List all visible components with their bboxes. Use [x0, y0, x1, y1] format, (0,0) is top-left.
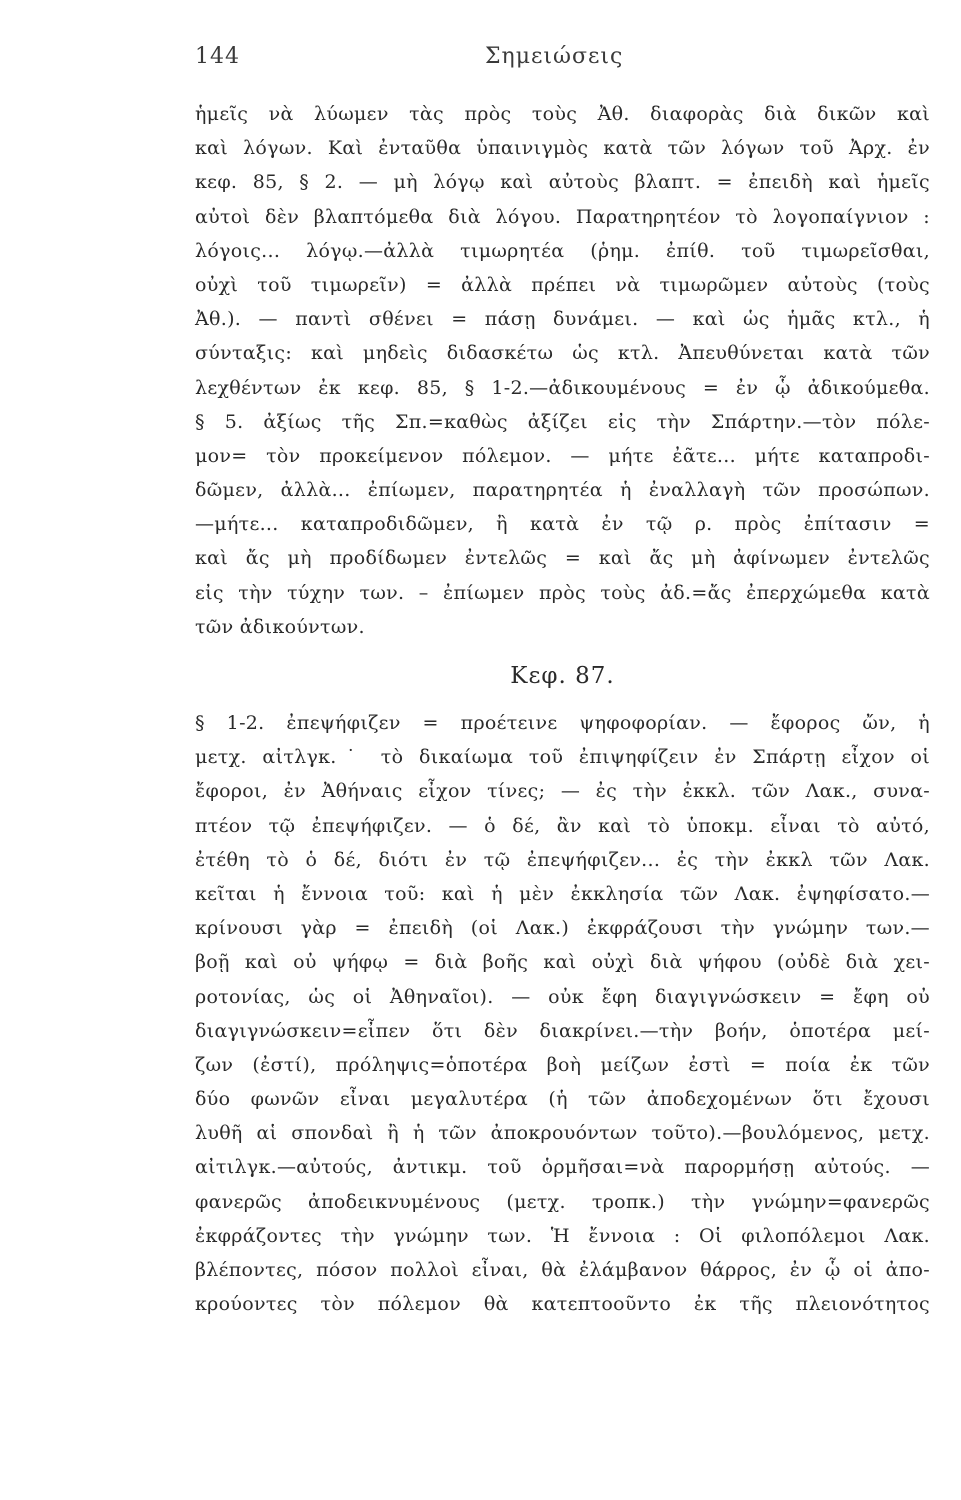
text-line: αἰτιλγκ.—αὐτούς, ἀντικμ. τοῦ ὁρμῆσαι=νὰ παρορμήσῃ αὐτούς. — [195, 1156, 930, 1179]
text-line: κεφ. 85, § 2. — μὴ λόγῳ καὶ αὐτοὺς βλαπτ. = ἐπειδὴ καὶ ἡμεῖς [195, 171, 930, 194]
text-line: καὶ ἄς μὴ προδίδωμεν ἐντελῶς = καὶ ἄς μὴ ἀφίνωμεν ἐντελῶς [195, 547, 930, 570]
text-line: § 5. ἀξίως τῆς Σπ.=καθὼς ἀξίζει εἰς τὴν Σπάρτην.—τὸν πόλε- [195, 410, 930, 433]
text-line: λόγοις... λόγῳ.—ἀλλὰ τιμωρητέα (ῥημ. ἐπίθ. τοῦ τιμωρεῖσθαι, [195, 239, 930, 262]
text-line: κεῖται ἡ ἔννοια τοῦ: καὶ ἡ μὲν ἐκκλησία τῶν Λακ. ἐψηφίσατο.— [195, 882, 930, 905]
text-line: δύο φωνῶν εἶναι μεγαλυτέρα (ἡ τῶν ἀποδεχομένων ὅτι ἔχουσι [195, 1088, 930, 1111]
text-line: λεχθέντων ἐκ κεφ. 85, § 1-2.—ἀδικουμένους = ἐν ᾧ ἀδικούμεθα. [195, 376, 930, 399]
notes-section-ch86 [195, 97, 930, 644]
text-line: Ἀθ.). — παντὶ σθένει = πάσῃ δυνάμει. — καὶ ὡς ἡμᾶς κτλ., ἡ [195, 308, 930, 331]
text-line: βοῇ καὶ οὐ ψήφῳ = διὰ βοῆς καὶ οὐχὶ διὰ ψήφου (οὐδὲ διὰ χει- [195, 951, 930, 974]
notes-section-ch87 [195, 706, 930, 1321]
text-line: οὐχὶ τοῦ τιμωρεῖν) = ἀλλὰ πρέπει νὰ τιμωρῶμεν αὐτοὺς (τοὺς [195, 273, 930, 296]
text-line: τῶν ἀδικούντων. [195, 615, 365, 638]
text-line: ἡμεῖς νὰ λύωμεν τὰς πρὸς τοὺς Ἀθ. διαφορὰς διὰ δικῶν καὶ [195, 103, 930, 125]
text-line: —μήτε... καταπροδιδῶμεν, ἢ κατὰ ἐν τῷ ρ. πρὸς ἐπίτασιν = [195, 513, 930, 536]
running-head [195, 44, 930, 74]
text-line: καὶ λόγων. Καὶ ἐνταῦθα ὑπαινιγμὸς κατὰ τῶν λόγων τοῦ Ἀρχ. ἐν [195, 137, 930, 160]
text-line: δῶμεν, ἀλλὰ... ἐπίωμεν, παρατηρητέα ἡ ἐναλλαγὴ τῶν προσώπων. [195, 479, 930, 502]
text-line: λυθῆ αἱ σπονδαὶ ἢ ἡ τῶν ἀποκρουόντων τοῦτο).—βουλόμενος, μετχ. [195, 1122, 930, 1145]
notes-body [195, 97, 930, 1321]
text-line: μον= τὸν προκείμενον πόλεμον. — μήτε ἐᾶτε... μήτε καταπροδι- [195, 444, 930, 467]
text-line: εἰς τὴν τύχην των. – ἐπίωμεν πρὸς τοὺς ἀδ.=ἄς ἐπερχώμεθα κατὰ [195, 581, 930, 604]
text-line: αὐτοὶ δὲν βλαπτόμεθα διὰ λόγου. Παρατηρητέον τὸ λογοπαίγνιον : [195, 205, 930, 228]
text-line: ἐκφράζοντες τὴν γνώμην των. Ἡ ἔννοια : Οἱ φιλοπόλεμοι Λακ. [195, 1224, 930, 1247]
text-line: κρούοντες τὸν πόλεμον θὰ κατεπτοοῦντο ἐκ τῆς πλειονότητος [195, 1293, 930, 1316]
text-line: μετχ. αἰτλγκ.˙ τὸ δικαίωμα τοῦ ἐπιψηφίζειν ἐν Σπάρτῃ εἶχον οἱ [195, 746, 930, 769]
page-number: 144 [195, 44, 240, 69]
text-line: § 1-2. ἐπεψήφιζεν = προέτεινε ψηφοφορίαν. — ἔφορος ὤν, ἡ [195, 712, 930, 734]
chapter-heading: Κεφ. 87. [510, 663, 615, 689]
text-line: ροτονίας, ὡς οἱ Ἀθηναῖοι). — οὐκ ἔφη διαγιγνώσκειν = ἔφη οὐ [195, 985, 930, 1008]
text-line: σύνταξις: καὶ μηδεὶς διδασκέτω ὡς κτλ. Ἀπευθύνεται κατὰ τῶν [195, 342, 930, 365]
text-line: ἔφοροι, ἐν Ἀθήναις εἶχον τίνες; — ἐς τὴν ἐκκλ. τῶν Λακ., συνα- [195, 780, 930, 803]
text-line: ἐτέθη τὸ ὁ δέ, διότι ἐν τῷ ἐπεψήφιζεν... ἐς τὴν ἐκκλ τῶν Λακ. [195, 848, 930, 871]
text-line: πτέον τῷ ἐπεψήφιζεν. — ὁ δέ, ἂν καὶ τὸ ὑποκμ. εἶναι τὸ αὐτό, [195, 814, 930, 837]
text-line: φανερῶς ἀποδεικνυμένους (μετχ. τροπκ.) τὴν γνώμην=φανερῶς [195, 1190, 930, 1213]
text-line: διαγιγνώσκειν=εἶπεν ὅτι δὲν διακρίνει.—τὴν βοήν, ὁποτέρα μεί- [195, 1019, 930, 1042]
text-line: βλέποντες, πόσον πολλοὶ εἶναι, θὰ ἐλάμβανον θάρρος, ἐν ᾧ οἱ ἀπο- [195, 1259, 930, 1281]
running-title: Σημειώσεις [485, 44, 624, 69]
text-line: ζων (ἐστί), πρόληψις=ὁποτέρα βοὴ μείζων ἐστὶ = ποία ἐκ τῶν [195, 1053, 930, 1076]
text-line: κρίνουσι γὰρ = ἐπειδὴ (οἱ Λακ.) ἐκφράζουσι τὴν γνώμην των.— [195, 917, 930, 940]
